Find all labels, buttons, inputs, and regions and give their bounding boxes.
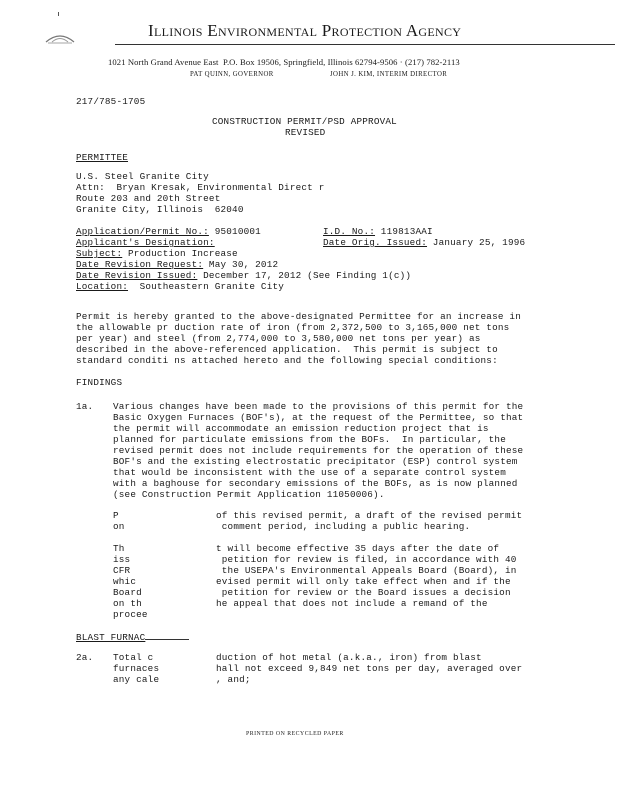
intro-line: per year) and steel (from 2,774,000 to 3,580,000 net tons per year) as [76,333,481,344]
recycled-paper-footer: PRINTED ON RECYCLED PAPER [246,731,344,737]
governor-name: PAT QUINN, GOVERNOR [190,71,274,78]
date-revision-request: Date Revision Request: May 30, 2012 [76,259,279,270]
finding-1c-line: petition for review or the Board issues a decision [216,587,511,598]
agency-seal-icon [44,30,76,46]
finding-1c-line: he appeal that does not include a remand of the [216,598,488,609]
intro-line: Permit is hereby granted to the above-designated Permittee for an increase in [76,311,521,322]
intro-line: the allowable pr duction rate of iron (from 2,372,500 to 3,165,000 net tons [76,322,510,333]
intro-line: standard conditi ns attached hereto and the following special conditions: [76,355,498,366]
findings-heading: FINDINGS [76,377,123,388]
finding-1c-fragment: on th [113,598,142,609]
finding-1c-fragment: CFR [113,565,131,576]
finding-1a-line: BOF's and the existing electrostatic precipitator (ESP) control system [113,456,518,467]
letterhead-rule [115,44,615,45]
finding-1b-line: comment period, including a public hearing. [216,521,471,532]
finding-2a-fragment: any cale [113,674,160,685]
applicant-designation: Applicant's Designation: [76,237,215,248]
finding-1a-line: (see Construction Permit Application 11050006). [113,489,385,500]
blast-furnace-heading: BLAST FURNAC [76,631,189,643]
scan-mark [58,12,59,16]
finding-1a-line: the permit will accommodate an emission reduction project that is [113,423,489,434]
director-name: JOHN J. KIM, INTERIM DIRECTOR [330,71,448,78]
finding-1a-line: Basic Oxygen Furnaces (BOF's), at the request of the Permittee, so that [113,412,524,423]
finding-1b-fragment: on [113,521,125,532]
phone-number: 217/785-1705 [76,96,146,107]
finding-1c-line: t will become effective 35 days after the date of [216,543,500,554]
permittee-heading: PERMITTEE [76,152,129,163]
finding-1a-line: with a baghouse for secondary emissions of the BOFs, as is now planned [113,478,518,489]
finding-1b-fragment: P [113,510,119,521]
finding-number: 1a. [76,401,94,412]
finding-2a-fragment: furnaces [113,663,160,674]
finding-1c-line: the USEPA's Environmental Appeals Board (Board), in [216,565,517,576]
permittee-line: Attn: Bryan Kresak, Environmental Direct r [76,182,325,193]
date-revision-issued: Date Revision Issued: December 17, 2012 (See Finding 1(c)) [76,270,412,281]
permit-subtitle: REVISED [285,127,326,138]
finding-number: 2a. [76,652,94,663]
intro-line: described in the above-referenced application. This permit is subject to [76,344,498,355]
finding-1c-fragment: iss [113,554,131,565]
permit-title: CONSTRUCTION PERMIT/PSD APPROVAL [212,116,397,127]
location: Location: Southeastern Granite City [76,281,285,292]
agency-address: 1021 North Grand Avenue East P.O. Box 19506, Springfield, Illinois 62794-9506 · (217) 782-2113 [108,57,460,67]
permittee-line: Granite City, Illinois 62040 [76,204,244,215]
subject: Subject: Production Increase [76,248,238,259]
finding-1a-line: planned for particulate emissions from the BOFs. In particular, the [113,434,506,445]
finding-1c-line: petition for review is filed, in accordance with 40 [216,554,517,565]
finding-2a-fragment: Total c [113,652,154,663]
finding-2a-line: hall not exceed 9,849 net tons per day, averaged over [216,663,523,674]
finding-1c-fragment: Th [113,543,125,554]
id-no: I.D. No.: 119813AAI [323,226,433,237]
application-permit-no: Application/Permit No.: 95010001 [76,226,261,237]
finding-1c-fragment: procee [113,609,148,620]
finding-2a-line: , and; [216,674,251,685]
finding-1c-fragment: whic [113,576,137,587]
finding-1c-line: evised permit will only take effect when and if the [216,576,511,587]
finding-1c-fragment: Board [113,587,142,598]
finding-1a-line: revised permit does not include requirements for the operation of these [113,445,524,456]
date-orig-issued: Date Orig. Issued: January 25, 1996 [323,237,526,248]
agency-name: Illinois Environmental Protection Agency [148,21,462,40]
permittee-line: U.S. Steel Granite City [76,171,209,182]
finding-2a-line: duction of hot metal (a.k.a., iron) from blast [216,652,482,663]
permittee-line: Route 203 and 20th Street [76,193,221,204]
finding-1b-line: of this revised permit, a draft of the revised permit [216,510,523,521]
finding-1a-line: that would be inconsistent with the use of a separate control system [113,467,506,478]
finding-1a-line: Various changes have been made to the provisions of this permit for the [113,401,524,412]
